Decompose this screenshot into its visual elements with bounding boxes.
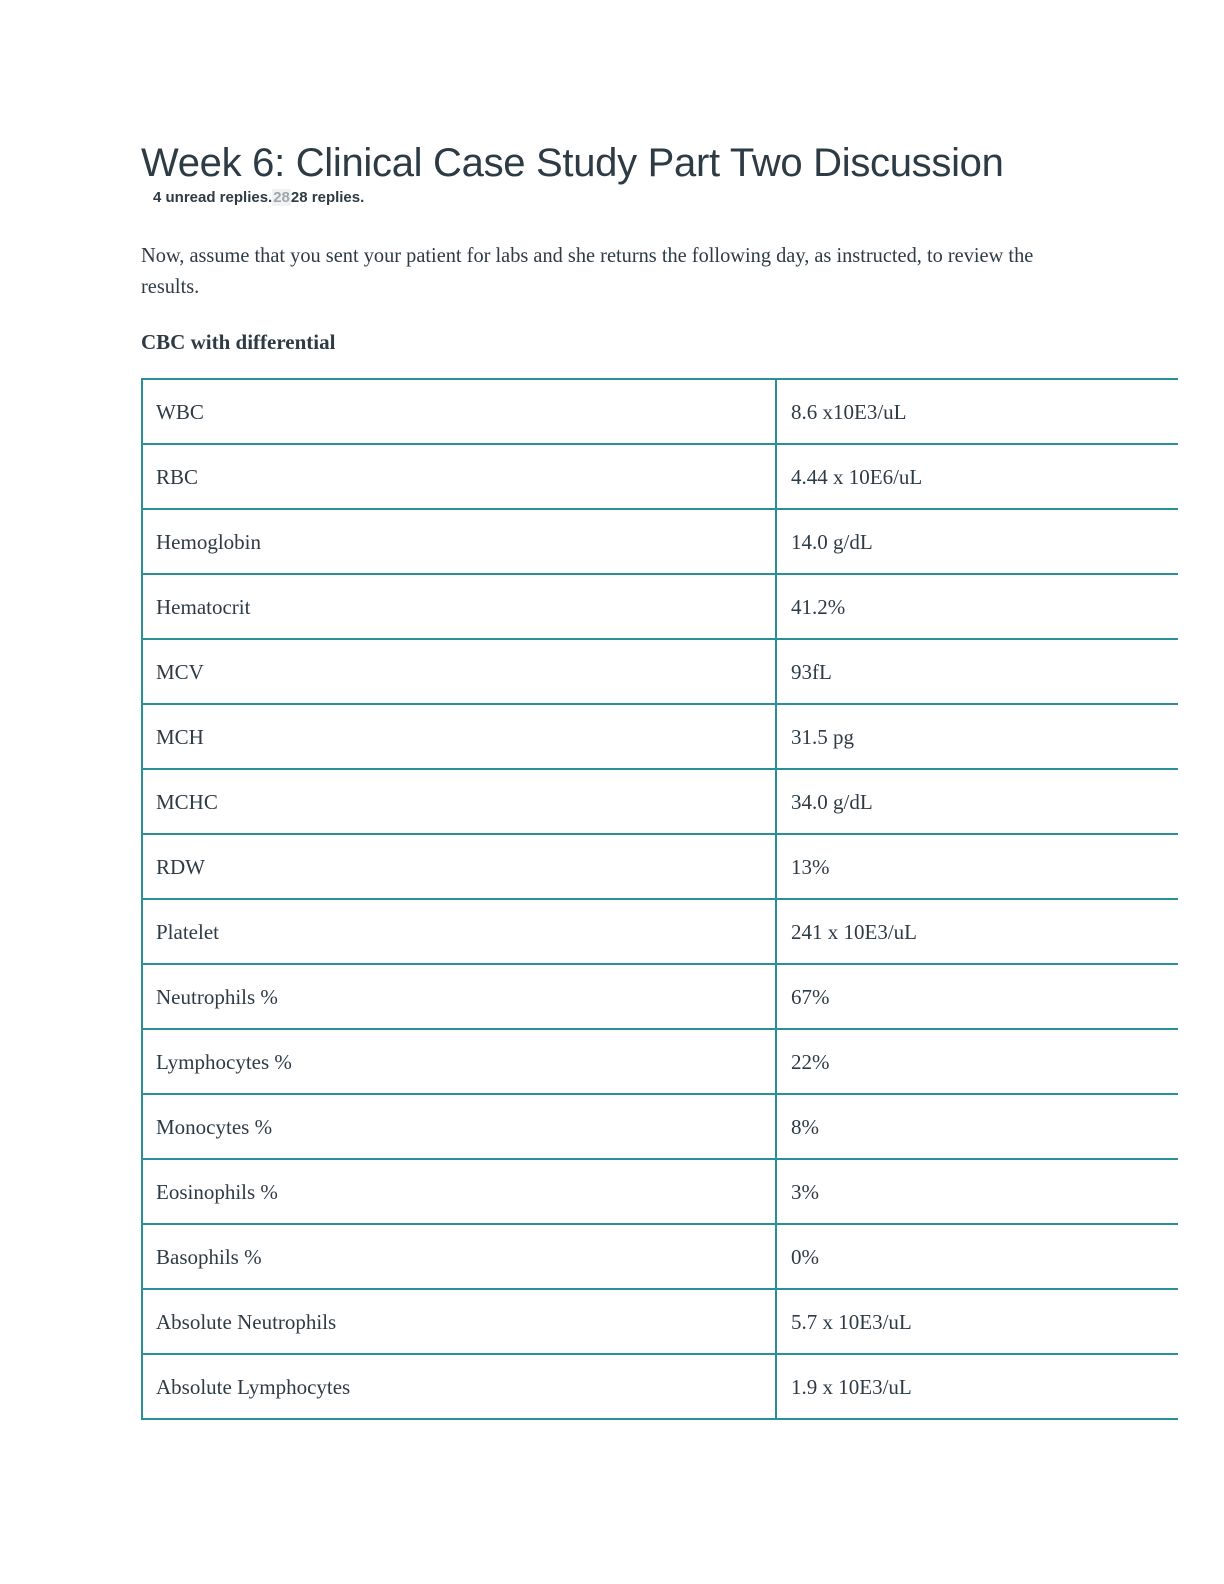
table-row xyxy=(142,704,1178,769)
lab-value-cell: 14.0 g/dL xyxy=(776,509,1178,574)
table-row xyxy=(142,509,1178,574)
lab-name-cell: MCV xyxy=(142,639,776,704)
table-row xyxy=(142,379,1178,444)
lab-name-cell: RDW xyxy=(142,834,776,899)
lab-name-cell: Eosinophils % xyxy=(142,1159,776,1224)
table-row xyxy=(142,1224,1178,1289)
lab-value-cell: 41.2% xyxy=(776,574,1178,639)
lab-name-cell: Basophils % xyxy=(142,1224,776,1289)
table-row xyxy=(142,639,1178,704)
lab-name-cell: MCH xyxy=(142,704,776,769)
lab-value-cell: 8% xyxy=(776,1094,1178,1159)
table-row xyxy=(142,444,1178,509)
lab-value-cell: 34.0 g/dL xyxy=(776,769,1178,834)
lab-value-cell: 0% xyxy=(776,1224,1178,1289)
replies-count-muted: 28 xyxy=(273,189,290,206)
table-row xyxy=(142,964,1178,1029)
table-row xyxy=(142,574,1178,639)
lab-value-cell: 5.7 x 10E3/uL xyxy=(776,1289,1178,1354)
replies-status-line xyxy=(153,188,1177,208)
lab-value-cell: 67% xyxy=(776,964,1178,1029)
lab-name-cell: WBC xyxy=(142,379,776,444)
document-content xyxy=(141,140,1177,1420)
table-row xyxy=(142,1029,1178,1094)
lab-name-cell: Hematocrit xyxy=(142,574,776,639)
lab-name-cell: Absolute Lymphocytes xyxy=(142,1354,776,1419)
lab-value-cell: 31.5 pg xyxy=(776,704,1178,769)
lab-name-cell: Hemoglobin xyxy=(142,509,776,574)
lab-name-cell: Monocytes % xyxy=(142,1094,776,1159)
page-title: Week 6: Clinical Case Study Part Two Discussion xyxy=(141,141,1004,185)
table-row xyxy=(142,1094,1178,1159)
lab-value-cell: 1.9 x 10E3/uL xyxy=(776,1354,1178,1419)
lab-value-cell: 241 x 10E3/uL xyxy=(776,899,1178,964)
lab-value-cell: 22% xyxy=(776,1029,1178,1094)
lab-name-cell: Platelet xyxy=(142,899,776,964)
total-replies-count: 28 replies. xyxy=(290,189,365,206)
lab-value-cell: 8.6 x10E3/uL xyxy=(776,379,1178,444)
lab-name-cell: MCHC xyxy=(142,769,776,834)
lab-name-cell: Absolute Neutrophils xyxy=(142,1289,776,1354)
lab-value-cell: 3% xyxy=(776,1159,1178,1224)
table-row xyxy=(142,834,1178,899)
lab-name-cell: Neutrophils % xyxy=(142,964,776,1029)
lab-value-cell: 4.44 x 10E6/uL xyxy=(776,444,1178,509)
intro-paragraph: Now, assume that you sent your patient for labs and she returns the following day, as instructed, to review the results. xyxy=(141,243,1034,298)
unread-replies-count: 4 unread replies. xyxy=(153,189,273,206)
lab-name-cell: Lymphocytes % xyxy=(142,1029,776,1094)
lab-value-cell: 13% xyxy=(776,834,1178,899)
table-row xyxy=(142,1159,1178,1224)
lab-name-cell: RBC xyxy=(142,444,776,509)
table-row xyxy=(142,769,1178,834)
labs-table-body xyxy=(142,379,1178,1419)
lab-value-cell: 93fL xyxy=(776,639,1178,704)
cbc-labs-table xyxy=(141,378,1178,1420)
table-row xyxy=(142,1289,1178,1354)
labs-table-container xyxy=(141,378,1177,1420)
section-heading-cbc: CBC with differential xyxy=(141,330,336,354)
table-row xyxy=(142,899,1178,964)
table-row xyxy=(142,1354,1178,1419)
